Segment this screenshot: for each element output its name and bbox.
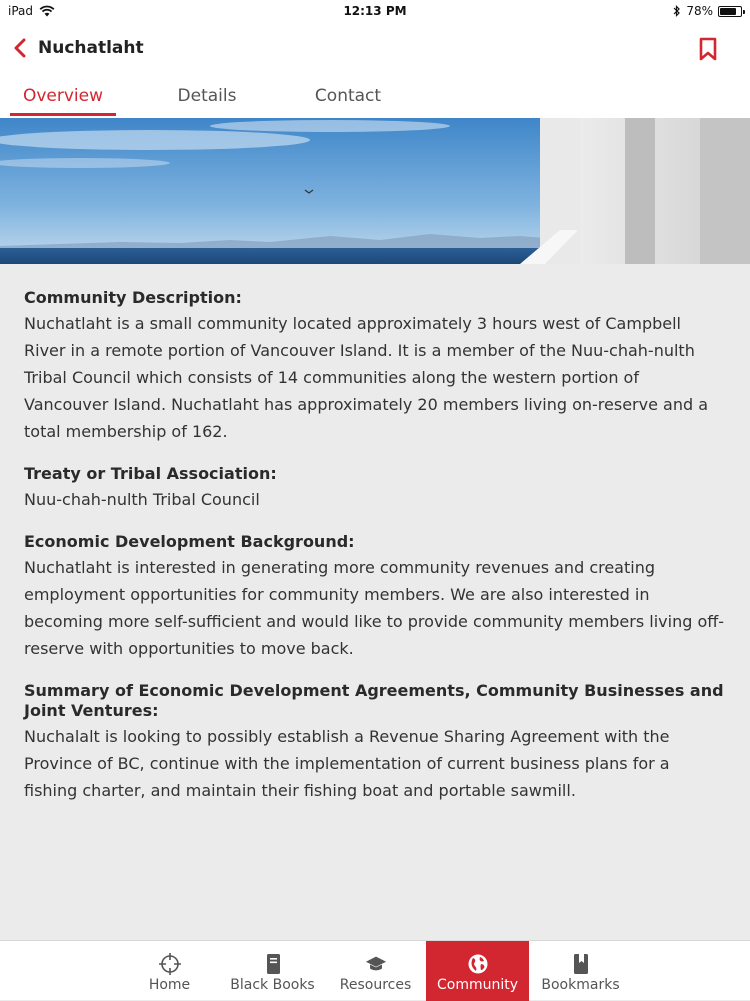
status-bar bbox=[0, 0, 750, 22]
bluetooth-icon bbox=[673, 5, 681, 17]
community-description-section bbox=[24, 288, 726, 445]
tabbar-label: Home bbox=[149, 977, 190, 993]
section-heading: Community Description: bbox=[24, 288, 726, 308]
tabbar-label: Resources bbox=[340, 977, 412, 993]
page-title: Nuchatlaht bbox=[38, 38, 144, 58]
section-heading: Summary of Economic Development Agreements, Community Businesses and Joint Ventures: bbox=[24, 681, 726, 721]
section-body: Nuu-chah-nulth Tribal Council bbox=[24, 486, 726, 513]
device-label: iPad bbox=[8, 4, 33, 18]
ocean-landscape-image bbox=[0, 118, 750, 264]
agreements-summary-section bbox=[24, 681, 726, 804]
status-time: 12:13 PM bbox=[0, 4, 750, 18]
tab-details[interactable]: Details bbox=[155, 74, 259, 118]
nav-bar bbox=[0, 22, 750, 74]
section-heading: Economic Development Background: bbox=[24, 532, 726, 552]
hero-image bbox=[0, 118, 750, 264]
tabbar-label: Black Books bbox=[230, 977, 314, 993]
tabbar-label: Bookmarks bbox=[541, 977, 619, 993]
book-icon bbox=[262, 953, 284, 975]
tab-strip bbox=[0, 74, 750, 118]
section-body: Nuchatlaht is a small community located approximately 3 hours west of Campbell River in a remote portion of Vancouver Island. It is a member of the Nuu-chah-nulth Tribal Council which consists of 14 communities along the western portion of Vancouver Island. Nuchatlaht has approximately 20 members living on-reserve and a total membership of 162. bbox=[24, 310, 726, 445]
tabbar-home[interactable] bbox=[118, 941, 221, 1001]
tab-overview[interactable]: Overview bbox=[10, 74, 116, 118]
battery-percent: 78% bbox=[686, 4, 713, 18]
tabbar-community[interactable] bbox=[426, 941, 529, 1001]
battery-icon bbox=[718, 6, 742, 17]
bookmarks-icon bbox=[570, 953, 592, 975]
battery-fill bbox=[720, 8, 736, 15]
community-overview bbox=[24, 288, 726, 823]
section-body: Nuchatlaht is interested in generating more community revenues and creating employment opportunities for community members. We are also interested in becoming more self-sufficient and would like to provide community members living off-reserve with opportunities to move back. bbox=[24, 554, 726, 662]
bookmark-icon bbox=[696, 36, 720, 62]
chevron-left-icon bbox=[13, 38, 27, 58]
economic-background-section bbox=[24, 532, 726, 662]
tabbar-black-books[interactable] bbox=[221, 941, 324, 1001]
tabbar-label: Community bbox=[437, 977, 518, 993]
bookmark-button[interactable] bbox=[696, 36, 720, 62]
section-body: Nuchalalt is looking to possibly establish a Revenue Sharing Agreement with the Province of BC, continue with the implementation of current business plans for a fishing charter, and maintain their fishing boat and portable sawmill. bbox=[24, 723, 726, 804]
section-heading: Treaty or Tribal Association: bbox=[24, 464, 726, 484]
tabbar-resources[interactable] bbox=[324, 941, 427, 1001]
wifi-icon bbox=[39, 5, 55, 17]
bottom-tab-bar bbox=[0, 940, 750, 1000]
graduation-cap-icon bbox=[365, 953, 387, 975]
crosshair-icon bbox=[159, 953, 181, 975]
treaty-association-section bbox=[24, 464, 726, 513]
back-button[interactable] bbox=[2, 22, 38, 74]
tab-contact[interactable]: Contact bbox=[295, 74, 401, 118]
tabbar-bookmarks[interactable] bbox=[529, 941, 632, 1001]
globe-icon bbox=[467, 953, 489, 975]
